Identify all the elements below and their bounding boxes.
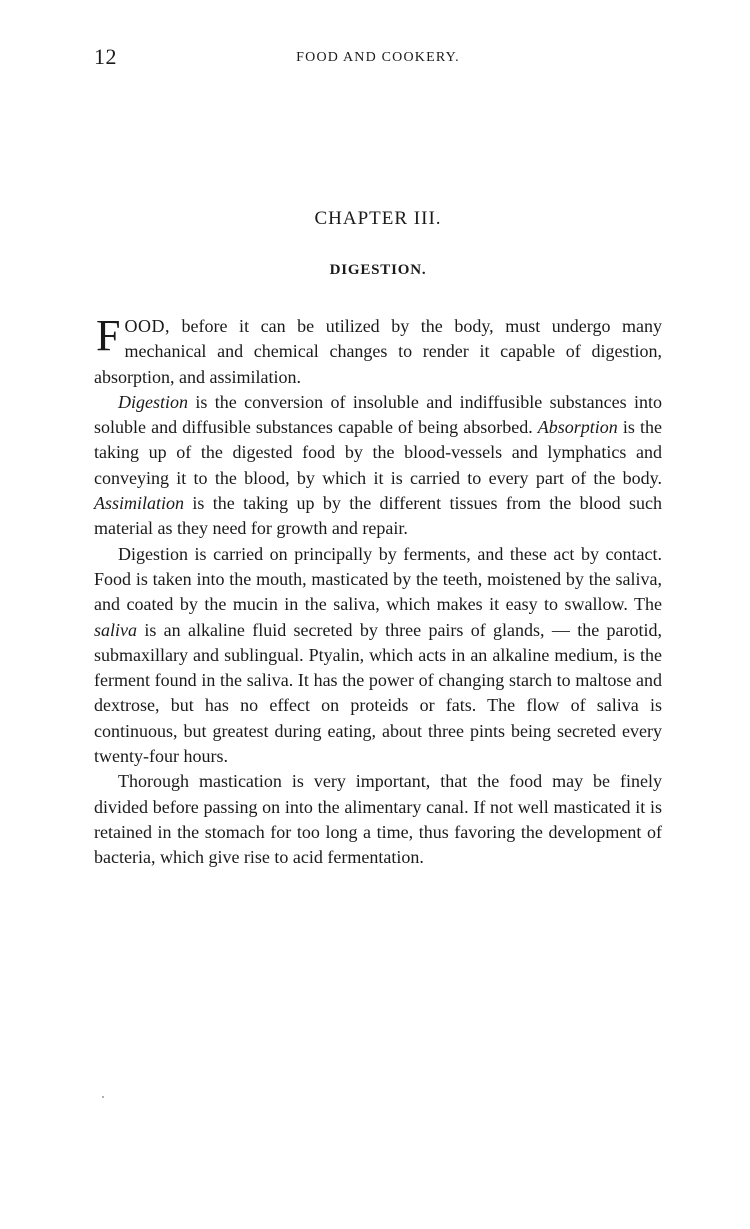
paragraph-text: is an alkaline fluid secreted by three pairs of glands, — the parotid, submaxillary and sublingual. Ptyalin, which acts in an alkaline medium, is the ferment found in the saliva. It has the power of changing starch to maltose and dextrose, but has no effect on proteids or fats. The flow of saliva is continuous, but greatest during eating, about three pints being secreted every twenty-four hours.: [94, 619, 662, 767]
paper-speck: [102, 1096, 104, 1098]
paragraph-text: is the taking up of the digested food by the blood-vessels and lymphatics and conveying it to the blood, by which it is carried to every part of the body.: [94, 417, 662, 488]
running-head: [94, 44, 662, 68]
running-title: FOOD AND COOKERY.: [296, 50, 460, 65]
paragraph-definitions: [94, 390, 662, 542]
page-number: 12: [94, 44, 117, 69]
term-assimilation: Assimilation: [94, 493, 185, 514]
term-saliva: saliva: [94, 619, 137, 640]
paragraph-text: is the conversion of insoluble and indiffusible substances into soluble and diffusible substances capable of being absorbed.: [94, 391, 662, 438]
paragraph-saliva: [94, 542, 662, 770]
paragraph-text: before it can be utilized by the body, must undergo many mechanical and chemical changes to render it capable of digestion, absorption, and assimilation.: [94, 316, 662, 387]
paragraph-text: Digestion is carried on principally by ferments, and these act by contact. Food is taken into the mouth, masticated by the teeth, moistened by the saliva, and coated by the mucin in the saliva, which makes it easy to swallow. The: [94, 543, 662, 615]
paragraph-food: [94, 311, 662, 390]
first-word: OOD,: [124, 316, 170, 336]
paragraph-mastication: [94, 769, 662, 870]
paragraph-text: is the taking up by the different tissues from the blood such material as they need for growth and repair.: [94, 493, 662, 539]
section-title: DIGESTION.: [329, 262, 427, 278]
term-digestion: Digestion: [118, 391, 188, 412]
chapter-title: CHAPTER III.: [314, 208, 442, 229]
body-text: [94, 311, 662, 871]
paragraph-text: Thorough mastication is very important, that the food may be finely divided before passing on into the alimentary canal. If not well masticated it is retained in the stomach for too long a time, thus favoring the development of bacteria, which give rise to acid fermentation.: [94, 771, 662, 868]
drop-cap: F: [96, 311, 121, 360]
term-absorption: Absorption: [537, 417, 618, 438]
